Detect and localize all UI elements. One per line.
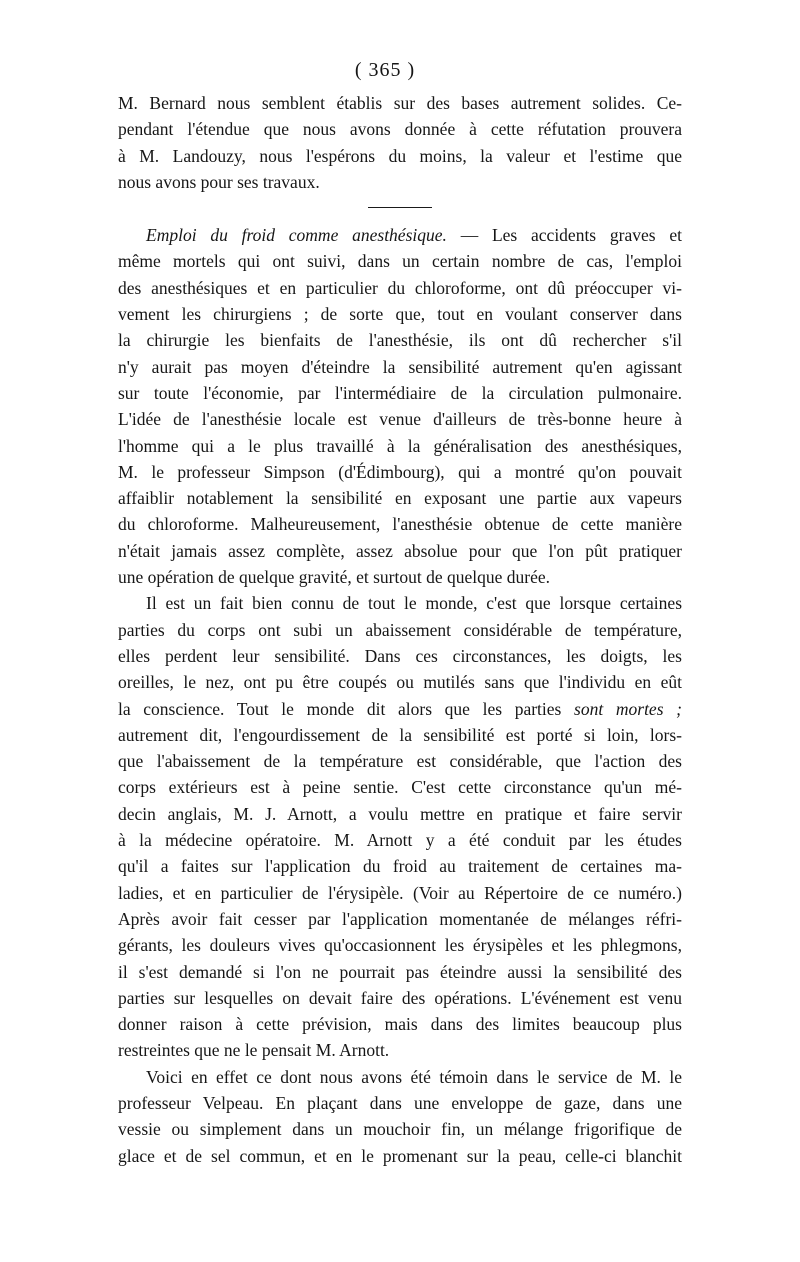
page-number: ( 365 ) bbox=[354, 59, 416, 81]
text-line: professeur Velpeau. En plaçant dans une enveloppe de gaze, dans une bbox=[118, 1092, 682, 1113]
text-line: du chloroforme. Malheureusement, l'anesthésie obtenue de cette manière bbox=[118, 514, 682, 535]
text-line: n'était jamais assez complète, assez absolue pour que l'on pût pratiquer bbox=[118, 540, 682, 561]
text-line: gérants, les douleurs vives qu'occasionnent les érysipèles et les phlegmons, bbox=[118, 935, 682, 956]
text-line bbox=[118, 222, 682, 248]
text-line: M. Bernard nous semblent établis sur des bases autrement solides. Ce- bbox=[118, 93, 682, 113]
text-line: pendant l'étendue que nous avons donnée à cette réfutation prouvera bbox=[118, 119, 682, 140]
italic-phrase: sont mortes ; bbox=[574, 698, 682, 719]
text-line: Après avoir fait cesser par l'application momentanée de mélanges réfri- bbox=[118, 908, 682, 929]
text-line: decin anglais, M. J. Arnott, a voulu mettre en pratique et faire servir bbox=[118, 803, 682, 824]
text-line: Il est un fait bien connu de tout le monde, c'est que lorsque certaines bbox=[146, 593, 682, 614]
text-line: nous avons pour ses travaux. bbox=[118, 171, 320, 192]
text-line: une opération de quelque gravité, et surtout de quelque durée. bbox=[118, 567, 550, 588]
text-line: restreintes que ne le pensait M. Arnott. bbox=[118, 1040, 390, 1061]
text-line: glace et de sel commun, et en le promenant sur la peau, celle-ci blanchit bbox=[118, 1145, 682, 1166]
section-divider bbox=[368, 207, 432, 208]
paragraph-2 bbox=[118, 222, 682, 590]
text-line: parties du corps ont subi un abaissement considérable de température, bbox=[118, 619, 682, 640]
text-line: des anesthésiques et en particulier du chloroforme, ont dû préoccuper vi- bbox=[118, 277, 682, 298]
text-line: oreilles, le nez, ont pu être coupés ou mutilés sans que l'individu en eût bbox=[118, 672, 682, 693]
text-line: elles perdent leur sensibilité. Dans ces circonstances, les doigts, les bbox=[118, 645, 682, 666]
text-line: affaiblir notablement la sensibilité en exposant une partie aux vapeurs bbox=[118, 488, 682, 509]
text-line: corps extérieurs est à peine sentie. C'est cette circonstance qu'un mé- bbox=[118, 777, 682, 798]
text-line: M. le professeur Simpson (d'Édimbourg), qui a montré qu'on pouvait bbox=[118, 461, 682, 482]
text-line: sur toute l'économie, par l'intermédiaire de la circulation pulmonaire. bbox=[118, 382, 682, 403]
text-line-part: la conscience. Tout le monde dit alors que les parties bbox=[118, 698, 575, 719]
text-line: qu'il a faites sur l'application du froid au traitement de certaines ma- bbox=[118, 856, 682, 877]
text-line: il s'est demandé si l'on ne pourrait pas éteindre aussi la sensibilité des bbox=[118, 961, 682, 982]
heading-continuation: — Les accidents graves et bbox=[446, 225, 682, 246]
paragraph-3 bbox=[118, 590, 682, 1063]
text-line: que l'abaissement de la température est considérable, que l'action des bbox=[118, 751, 682, 772]
text-line: à M. Landouzy, nous l'espérons du moins, la valeur et l'estime que bbox=[118, 145, 682, 166]
paragraph-1 bbox=[118, 90, 682, 195]
text-line: l'homme qui a le plus travaillé à la généralisation des anesthésiques, bbox=[118, 435, 682, 456]
text-line: la chirurgie les bienfaits de l'anesthésie, ils ont dû rechercher s'il bbox=[118, 330, 682, 351]
text-line: n'y aurait pas moyen d'éteindre la sensibilité autrement qu'en agissant bbox=[118, 356, 682, 377]
text-line: vement les chirurgiens ; de sorte que, tout en voulant conserver dans bbox=[118, 304, 682, 325]
text-line: à la médecine opératoire. M. Arnott y a été conduit par les études bbox=[118, 830, 682, 851]
text-line: Voici en effet ce dont nous avons été témoin dans le service de M. le bbox=[146, 1066, 682, 1087]
page-body bbox=[118, 90, 682, 1169]
text-line: même mortels qui ont suivi, dans un certain nombre de cas, l'emploi bbox=[118, 251, 682, 272]
text-line-with-italic bbox=[118, 696, 682, 722]
text-line: ladies, et en particulier de l'érysipèle. (Voir au Répertoire de ce numéro.) bbox=[118, 882, 682, 903]
section-heading: Emploi du froid comme anesthésique. bbox=[146, 225, 447, 246]
text-line: autrement dit, l'engourdissement de la sensibilité est porté si loin, lors- bbox=[118, 724, 682, 745]
text-line: vessie ou simplement dans un mouchoir fin, un mélange frigorifique de bbox=[118, 1119, 682, 1140]
text-line: parties sur lesquelles on devait faire des opérations. L'événement est venu bbox=[118, 987, 682, 1008]
text-line: L'idée de l'anesthésie locale est venue d'ailleurs de très-bonne heure à bbox=[118, 409, 682, 430]
text-line: donner raison à cette prévision, mais dans des limites beaucoup plus bbox=[118, 1014, 682, 1035]
paragraph-4 bbox=[118, 1064, 682, 1169]
